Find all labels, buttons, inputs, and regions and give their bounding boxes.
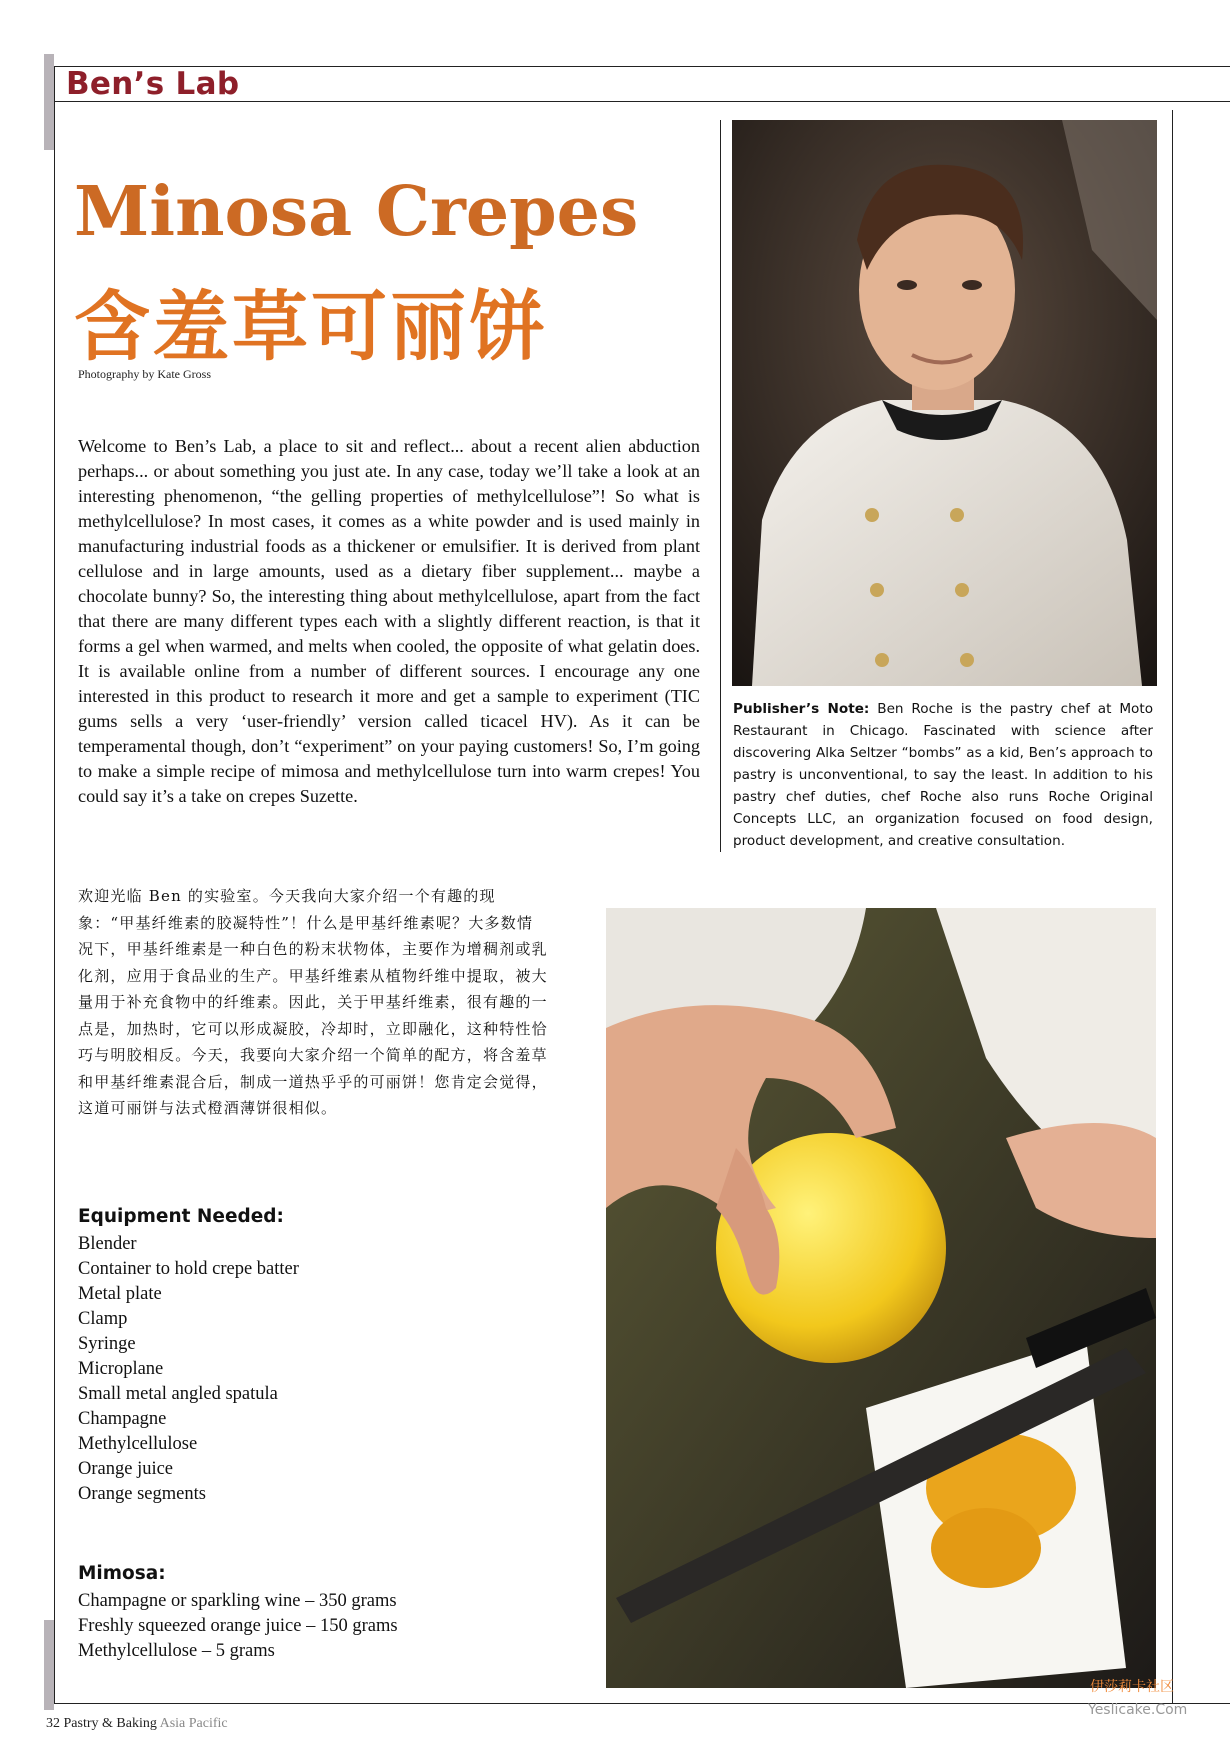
equipment-heading: Equipment Needed: [78,1206,284,1227]
intro-text-english: Welcome to Ben’s Lab, a place to sit and reflect... about a recent alien abduction perhaps... or about something you just ate. In any case, today we’ll take a look at an interesting phenomenon, “the gelling properties of methylcellulose”! So what is methylcellulose? In most cases, it comes as a white powder and is used mainly in manufacturing industrial foods as a thickener or emulsifier. It is derived from plant cellulose and in large amounts, used as a dietary fiber supplement... maybe a chocolate bunny? So, the interesting thing about methylcellulose, apart from the fact that there are many different types each with a slightly different reaction, is that it forms a gel when warmed, and melts when cooled, the opposite of what gelatin does. It is available online from a number of different sources. I encourage any one interested in this product to research it more and get a sample to experiment (TIC gums sells a very ‘user-friendly’ version called ticacel HV). As it can be temperamental though, don’t “experiment” on your paying customers! So, I’m going to make a simple recipe of mimosa and methylcellulose turn into warm crepes! You could say it’s a take on crepes Suzette. [78,436,700,806]
frame-line [54,66,55,1704]
page-title: Minosa Crepes [74,172,639,252]
page-number: 32 [46,1716,60,1731]
corner-accent-bottom [44,1620,54,1710]
list-item: Orange juice [78,1459,174,1479]
chef-portrait-illustration [732,120,1157,686]
section-header: Ben’s Lab [66,66,240,102]
publishers-note [733,698,1153,852]
list-item: Small metal angled spatula [78,1384,278,1404]
chef-portrait-photo [732,120,1157,686]
mimosa-heading: Mimosa: [78,1563,166,1584]
list-item: Methylcellulose – 5 grams [78,1641,275,1661]
list-item: Metal plate [78,1284,162,1304]
photo-credit: Photography by Kate Gross [78,367,211,381]
page-footer [46,1716,228,1732]
list-item: Syringe [78,1334,136,1354]
mimosa-ingredient-list [78,1589,398,1664]
list-item: Orange segments [78,1484,206,1504]
frame-line [1172,110,1173,1704]
watermark-chinese: 伊莎莉卡社区 [1090,1679,1174,1695]
list-item: Champagne or sparkling wine – 350 grams [78,1591,397,1611]
page-title-chinese: 含羞草可丽饼 [74,282,548,371]
magazine-region: Asia Pacific [159,1716,228,1731]
note-label: Publisher’s Note: [733,701,870,717]
list-item: Freshly squeezed orange juice – 150 grams [78,1616,398,1636]
list-item: Container to hold crepe batter [78,1259,299,1279]
zesting-orange-photo [606,908,1156,1688]
corner-accent-top [44,54,54,150]
magazine-name: Pastry & Baking [63,1716,157,1731]
equipment-list [78,1232,299,1507]
zesting-illustration [606,908,1156,1688]
list-item: Clamp [78,1309,128,1329]
watermark-site: Yeslicake.Com [1088,1702,1188,1718]
list-item: Microplane [78,1359,164,1379]
intro-text-chinese: 欢迎光临 Ben 的实验室。今天我向大家介绍一个有趣的现象：“甲基纤维素的胶凝特性”！什么是甲基纤维素呢？大多数情况下，甲基纤维素是一种白色的粉末状物体，主要作为增稠剂或乳化剂，应用于食品业的生产。甲基纤维素从植物纤维中提取，被大量用于补充食物中的纤维素。因此，关于甲基纤维素，很有趣的一点是，加热时，它可以形成凝胶，冷却时，立即融化，这种特性恰巧与明胶相反。今天，我要向大家介绍一个简单的配方，将含羞草和甲基纤维素混合后，制成一道热乎乎的可丽饼！您肯定会觉得，这道可丽饼与法式橙酒薄饼很相似。 [78,887,548,1117]
frame-line [54,1703,1230,1704]
note-text: Ben Roche is the pastry chef at Moto Restaurant in Chicago. Fascinated with science after discovering Alka Seltzer “bombs” as a kid, Ben’s approach to pastry is unconventional, to say the least. In addition to his pastry chef duties, chef Roche also runs Roche Original Concepts LLC, an organization focused on food design, product development, and creative consultation. [733,701,1154,849]
list-item: Methylcellulose [78,1434,198,1454]
list-item: Champagne [78,1409,167,1429]
list-item: Blender [78,1234,137,1254]
column-divider [720,120,721,852]
